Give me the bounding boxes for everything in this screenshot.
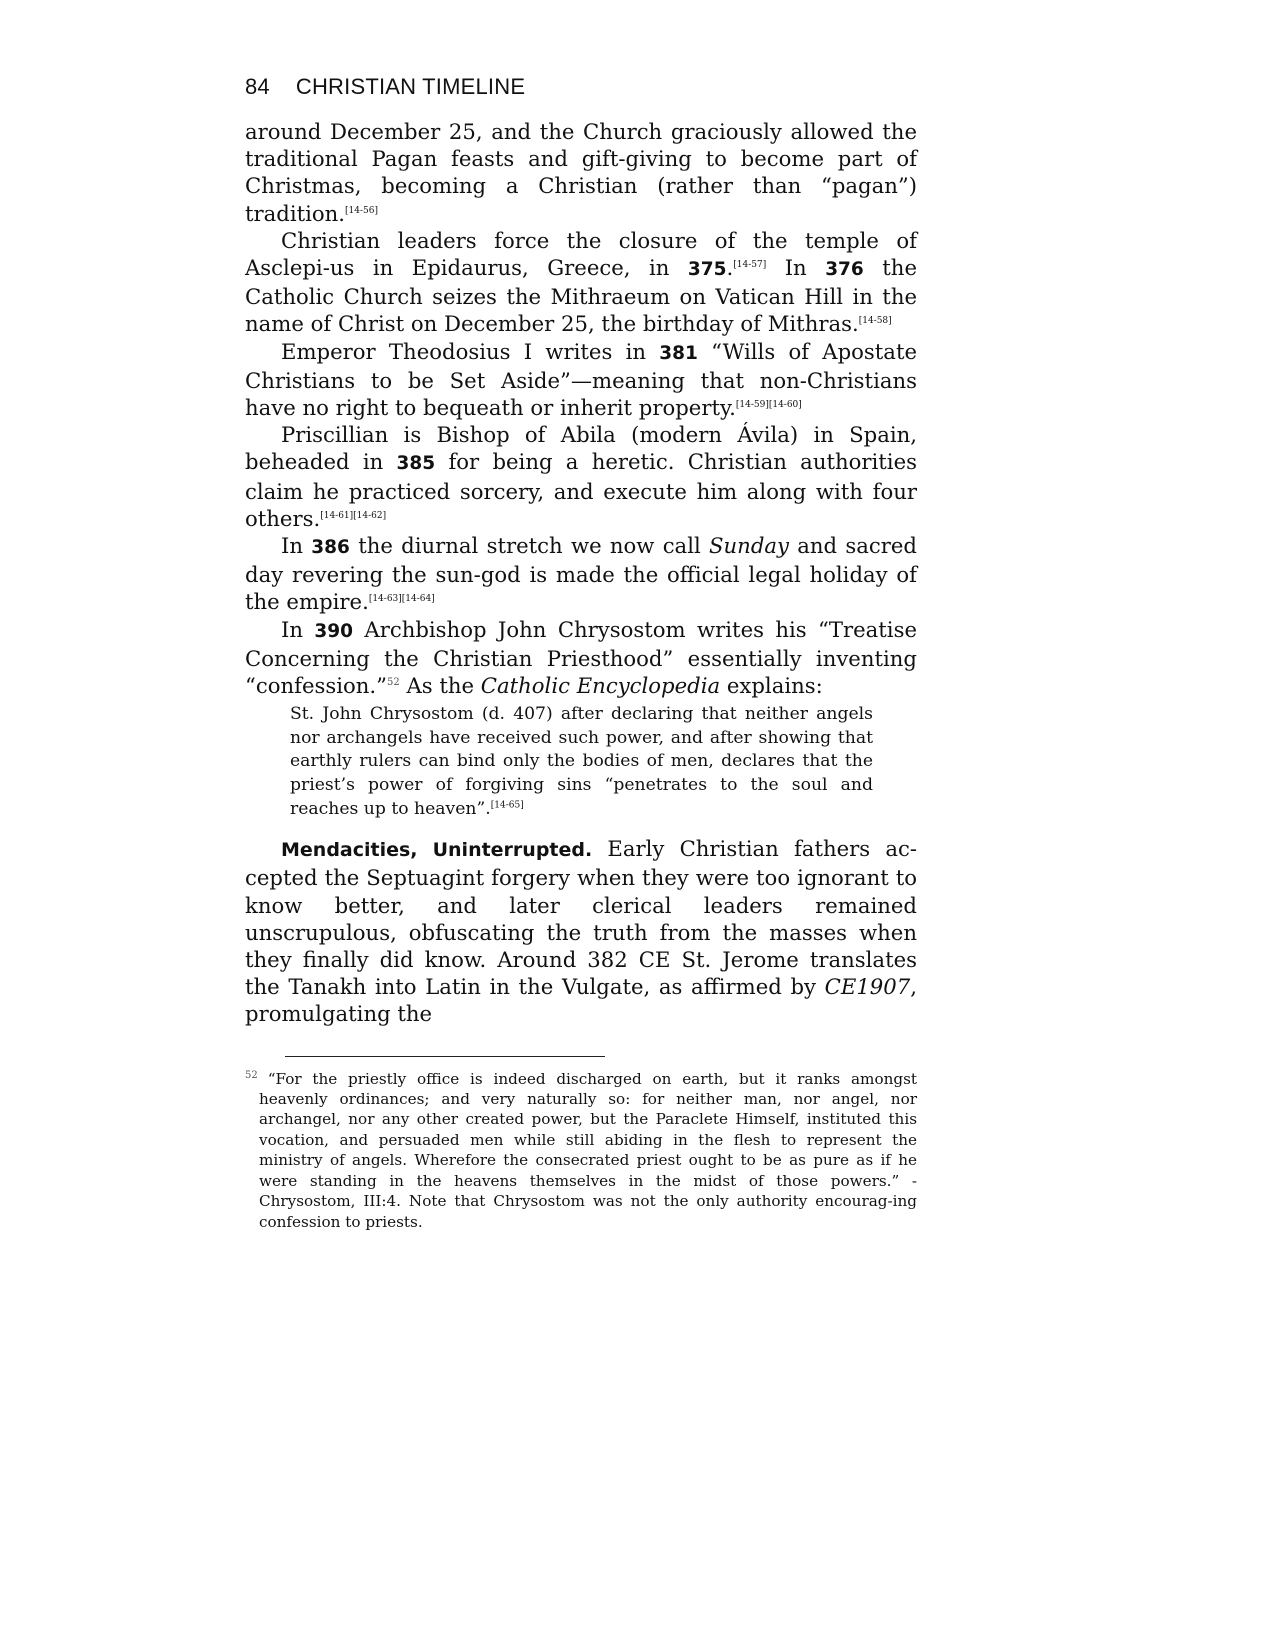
run-in-heading: Mendacities, Uninterrupted. xyxy=(281,839,593,862)
paragraph-text: the diurnal stretch we now call xyxy=(349,533,710,559)
footnote-text: “For the priestly office is indeed discharged on earth, but it ranks amongst heavenly ordinances; and very naturally so: for neither man, nor angel, nor archangel, nor any other created power, but the Paraclete Himself, instituted this vocation, and persuaded men while still abiding in the flesh to represent the ministry of angels. Wherefore the consecrated priest ought to be as pure as if he were standing in the heavens themselves in the midst of those powers.” - Chrysostom, III:4. Note that Chrysostom was not the only authority encourag-ing confession to priests. xyxy=(259,1069,917,1231)
paragraph-text: , promulgating the xyxy=(245,974,917,1027)
citation-ref: [14-59][14-60] xyxy=(735,399,802,410)
paragraph-asclepius xyxy=(245,227,917,338)
footnote-marker[interactable]: 52 xyxy=(386,677,400,688)
paragraph-text: explains: xyxy=(720,673,823,699)
paragraph-continued xyxy=(245,118,917,227)
citation-ref: [14-56] xyxy=(345,205,379,216)
paragraph-chrysostom xyxy=(245,616,917,700)
quote-text: St. John Chrysostom (d. 407) after declaring that neither angels nor archangels have received such power, and after showing that earthly rulers can bind only the bodies of men, declares that the priest’s power of forgiving sins “penetrates to the soul and reaches up to heaven”. xyxy=(290,704,873,819)
paragraph-text: “Wills of Apostate Christians to be Set Aside”—meaning that non-Christians have no right to bequeath or inherit property. xyxy=(245,338,917,421)
citation-ref: [14-58] xyxy=(858,316,892,327)
paragraph-text: In xyxy=(766,255,826,281)
paragraph-text: In xyxy=(281,533,312,559)
footnote-divider xyxy=(285,1056,605,1057)
block-quote xyxy=(290,703,873,821)
paragraph-text: Archbishop John Chrysostom writes his “Treatise Concerning the Christian Priesthood” essentially inventing “confession.” xyxy=(245,616,917,699)
paragraph-priscillian xyxy=(245,421,917,532)
year-marker: 381 xyxy=(659,342,698,364)
paragraph-text: As the xyxy=(399,673,481,699)
year-marker: 390 xyxy=(314,620,354,642)
paragraph-text: Priscillian is Bishop of Abila (modern Ávila) in Spain, beheaded in xyxy=(245,422,917,475)
emphasis-text: Sunday xyxy=(709,533,789,559)
year-marker: 385 xyxy=(396,453,436,475)
running-title: CHRISTIAN TIMELINE xyxy=(295,74,526,99)
paragraph-text: and sacred day revering the sun-god is made the official legal holiday of the empire. xyxy=(245,533,917,615)
page-number: 84 xyxy=(245,74,270,99)
year-marker: 386 xyxy=(311,537,350,559)
year-marker: 375 xyxy=(687,259,727,281)
paragraph-text: In xyxy=(281,616,315,642)
citation-ref: [14-65] xyxy=(490,799,524,810)
document-page xyxy=(245,70,917,1232)
year-marker: 376 xyxy=(825,259,864,281)
citation-ref: [14-63][14-64] xyxy=(368,594,435,605)
citation-ref: [14-61][14-62] xyxy=(320,510,387,521)
paragraph-theodosius xyxy=(245,338,917,422)
paragraph-text: Emperor Theodosius I writes in xyxy=(281,338,660,364)
paragraph-text: Early Christian fathers ac-cepted the Septuagint forgery when they were too ignorant to know better, and later clerical leaders remained unscrupulous, obfuscating the truth from the masses when they finally did know. Around 382 CE St. Jerome translates the Tanakh into Latin in the Vulgate, as affirmed by xyxy=(245,836,917,1000)
paragraph-text: the Catholic Church seizes the Mithraeum on Vatican Hill in the name of Christ on December 25, the birthday of Mithras. xyxy=(245,255,917,337)
emphasis-text: Catholic Encyclopedia xyxy=(480,673,721,699)
emphasis-text: CE1907 xyxy=(824,974,911,1000)
paragraph-mendacities xyxy=(245,835,917,1027)
paragraph-text: around December 25, and the Church graciously allowed the traditional Pagan feasts and gift-giving to become part of Christmas, becoming a Christian (rather than “pagan”) tradition. xyxy=(245,119,917,226)
paragraph-sunday xyxy=(245,532,917,616)
body-text xyxy=(245,118,917,1028)
footnote xyxy=(245,1069,917,1232)
paragraph-text: . xyxy=(726,255,734,281)
paragraph-text: Christian leaders force the closure of the temple of Asclepi-us in Epidaurus, Greece, in xyxy=(245,227,917,281)
footnote-number: 52 xyxy=(245,1069,258,1081)
paragraph-text: for being a heretic. Christian authorities claim he practiced sorcery, and execute him along with four others. xyxy=(245,449,917,531)
running-header xyxy=(245,70,917,104)
citation-ref: [14-57] xyxy=(733,259,767,270)
